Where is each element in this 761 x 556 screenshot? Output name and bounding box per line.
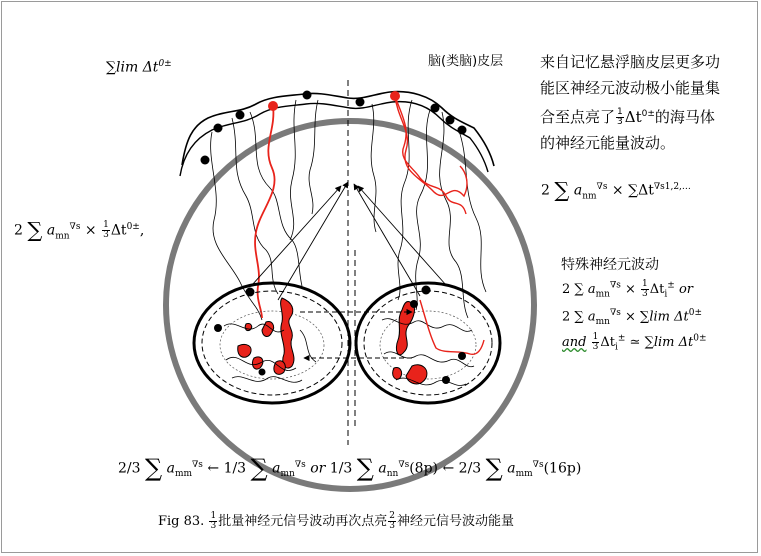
- special-formula-1: 2 ∑ $a_{mn}^{\nabla s}$ × $\frac{1}{3}$ $\Delta t_i^\pm$ or: [562, 279, 694, 300]
- fibres-right: [371, 100, 486, 318]
- sum-symbol: ∑: [106, 59, 116, 76]
- lim-label: lim: [116, 59, 139, 76]
- left-formula: 2 ∑ $a_{mn}^{\nabla s}$ × $\frac{1}{3}$ $\Delta t^{0\pm}$,: [14, 218, 145, 242]
- description-block: 来自记忆悬浮脑皮层更多功 能区神经元波动极小能量集 合至点亮了 $\frac{1}{3}$ $\Delta t^{0\pm}$的海马体 的神经元能量波动。: [540, 53, 721, 152]
- bottom-formula: 2/3 ∑ $a_{mm}^{\nabla s}$ ← 1/3 ∑ $a_{mn}^{\nabla s}$ or 1/3 ∑ $a_{nn}^{\nabla s}(8p)$ ← 2/3 ∑ $a_{mm}^{\nabla s}(16p)$: [118, 454, 582, 482]
- top-formula: ∑lim $\Delta t^{0\pm}$: [106, 59, 172, 76]
- right-formula: 2 ∑ $a_{nm}^{\nabla s} \times \sum\Delta t^{\nabla s1,2,\dots}$: [541, 178, 691, 202]
- cortex-outer-line: [182, 92, 494, 166]
- hippocampus-left: [194, 283, 350, 403]
- hippocampus-right: [356, 283, 500, 403]
- special-formula-2: 2 ∑ $a_{mn}^{\nabla s} \times \sum\lim$ $\Delta t^{0\pm}$: [562, 308, 703, 327]
- cortex-label: 脑(类脑)皮层: [428, 54, 504, 69]
- brain-outer-ring: [166, 121, 534, 489]
- special-wave-label: 特殊神经元波动: [561, 257, 659, 273]
- figure-caption: Fig 83. $\frac{1}{3}$ 批量神经元信号波动再次点亮 $\frac{2}{3}$ 神经元信号波动能量: [158, 511, 514, 531]
- delta-label: Δt: [142, 59, 159, 76]
- special-formula-3: and $\frac{1}{3}$ $\Delta t_i^\pm$ ≃ ∑lim $\Delta t^{0\pm}$: [562, 332, 707, 353]
